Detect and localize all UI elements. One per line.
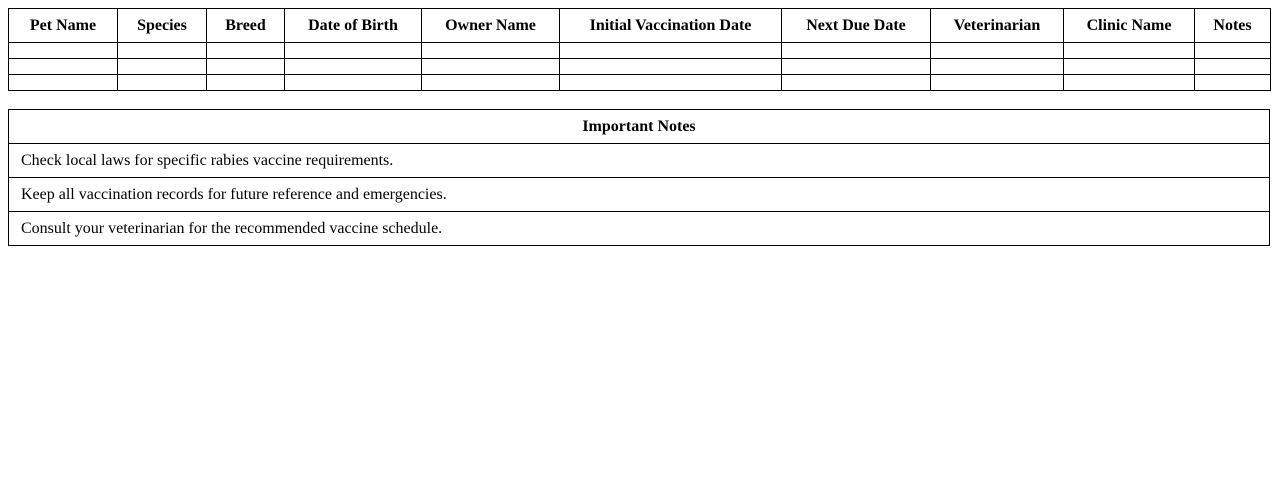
header-next-due-date: Next Due Date <box>782 9 931 43</box>
cell-species[interactable] <box>118 59 207 75</box>
cell-pet-name[interactable] <box>9 59 118 75</box>
cell-owner-name[interactable] <box>422 43 560 59</box>
cell-clinic-name[interactable] <box>1064 59 1195 75</box>
note-row <box>9 144 1270 178</box>
cell-species[interactable] <box>118 75 207 91</box>
note-row <box>9 212 1270 246</box>
cell-veterinarian[interactable] <box>931 59 1064 75</box>
cell-owner-name[interactable] <box>422 59 560 75</box>
document <box>8 8 1270 246</box>
header-initial-vaccination-date: Initial Vaccination Date <box>560 9 782 43</box>
table-row <box>9 75 1271 91</box>
note-item: Keep all vaccination records for future reference and emergencies. <box>9 178 1270 212</box>
cell-breed[interactable] <box>207 43 285 59</box>
note-item: Check local laws for specific rabies vaccine requirements. <box>9 144 1270 178</box>
cell-breed[interactable] <box>207 59 285 75</box>
table-row <box>9 59 1271 75</box>
cell-date-of-birth[interactable] <box>285 59 422 75</box>
header-species: Species <box>118 9 207 43</box>
cell-clinic-name[interactable] <box>1064 75 1195 91</box>
cell-notes[interactable] <box>1195 59 1271 75</box>
table-row <box>9 43 1271 59</box>
notes-header-row <box>9 110 1270 144</box>
cell-next-due-date[interactable] <box>782 43 931 59</box>
cell-owner-name[interactable] <box>422 75 560 91</box>
header-veterinarian: Veterinarian <box>931 9 1064 43</box>
cell-pet-name[interactable] <box>9 75 118 91</box>
cell-breed[interactable] <box>207 75 285 91</box>
cell-notes[interactable] <box>1195 43 1271 59</box>
header-pet-name: Pet Name <box>9 9 118 43</box>
header-date-of-birth: Date of Birth <box>285 9 422 43</box>
important-notes-table <box>8 109 1270 246</box>
cell-veterinarian[interactable] <box>931 43 1064 59</box>
header-breed: Breed <box>207 9 285 43</box>
cell-initial-vaccination-date[interactable] <box>560 59 782 75</box>
header-clinic-name: Clinic Name <box>1064 9 1195 43</box>
note-row <box>9 178 1270 212</box>
cell-date-of-birth[interactable] <box>285 75 422 91</box>
cell-veterinarian[interactable] <box>931 75 1064 91</box>
cell-initial-vaccination-date[interactable] <box>560 43 782 59</box>
cell-next-due-date[interactable] <box>782 59 931 75</box>
cell-clinic-name[interactable] <box>1064 43 1195 59</box>
cell-species[interactable] <box>118 43 207 59</box>
vaccination-records-table <box>8 8 1271 91</box>
header-notes: Notes <box>1195 9 1271 43</box>
cell-date-of-birth[interactable] <box>285 43 422 59</box>
cell-pet-name[interactable] <box>9 43 118 59</box>
note-item: Consult your veterinarian for the recommended vaccine schedule. <box>9 212 1270 246</box>
table-header-row <box>9 9 1271 43</box>
header-owner-name: Owner Name <box>422 9 560 43</box>
cell-initial-vaccination-date[interactable] <box>560 75 782 91</box>
notes-title: Important Notes <box>9 110 1270 144</box>
cell-notes[interactable] <box>1195 75 1271 91</box>
cell-next-due-date[interactable] <box>782 75 931 91</box>
